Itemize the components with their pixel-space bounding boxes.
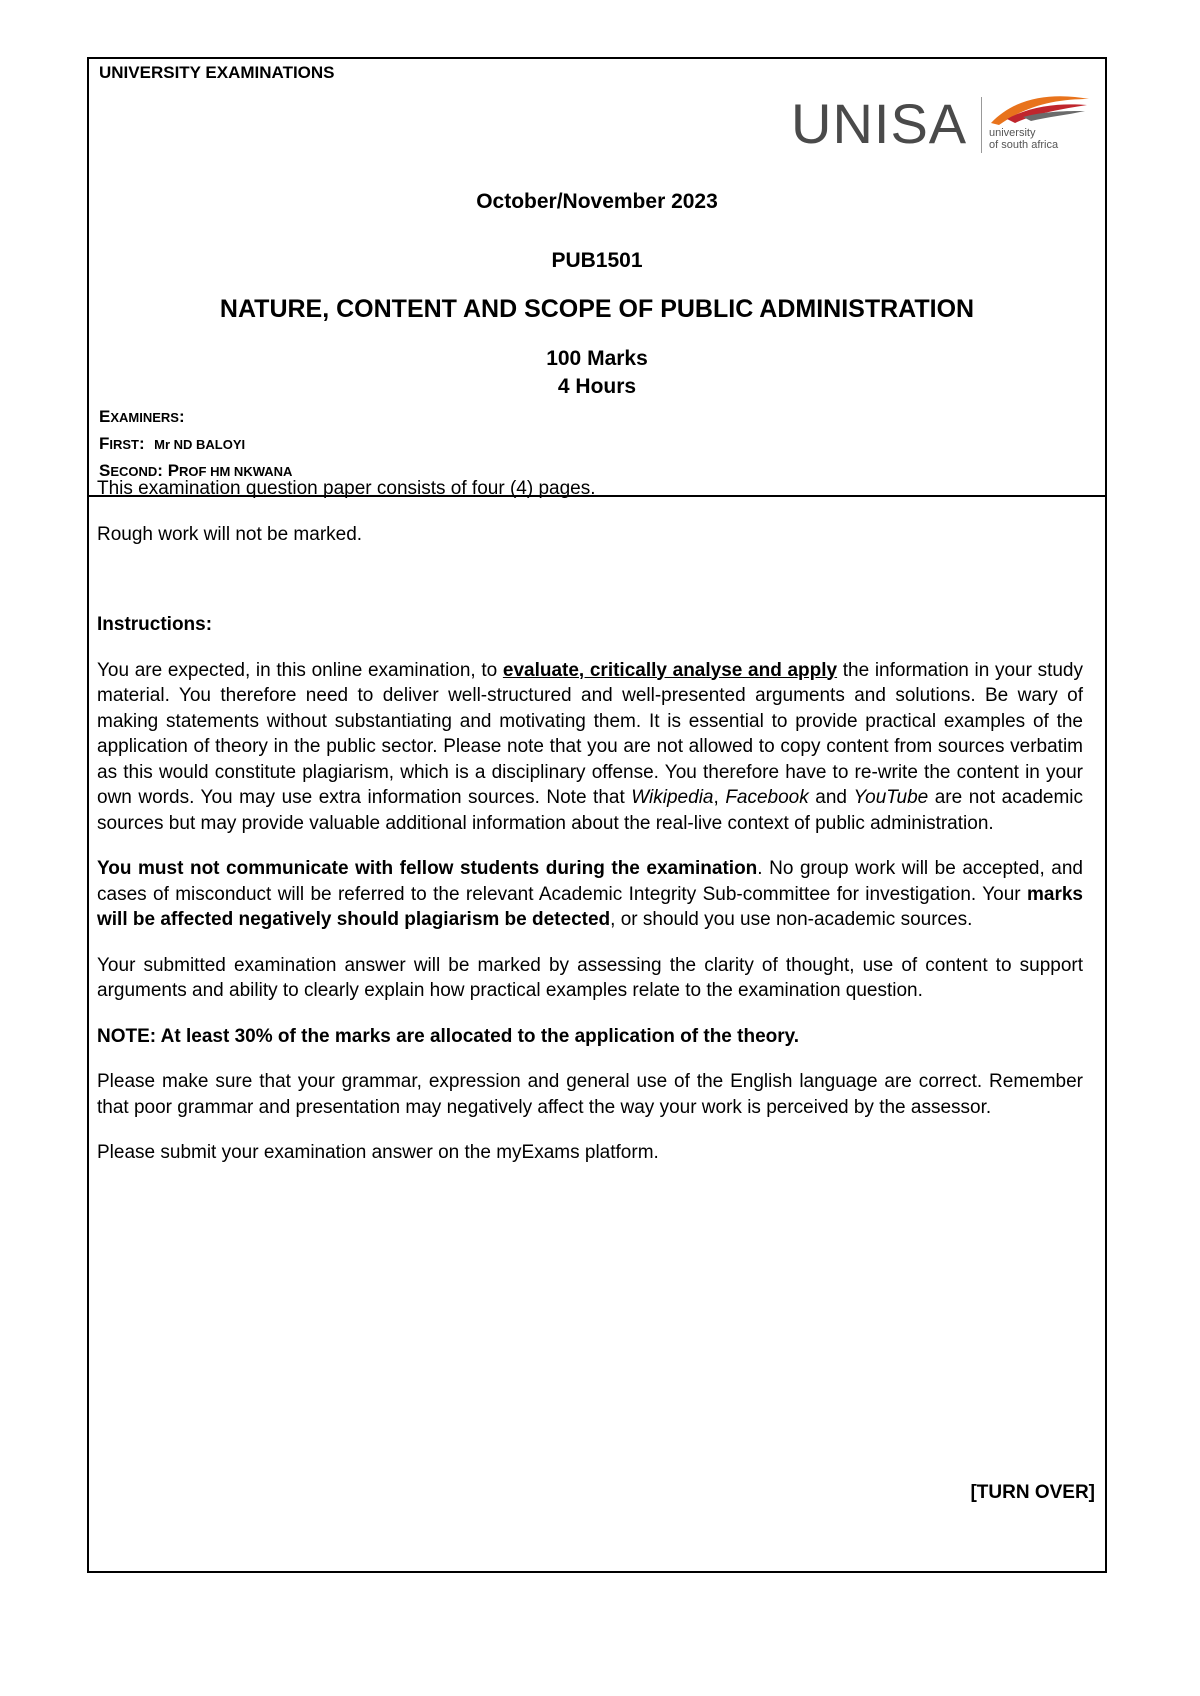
university-examinations-label: UNIVERSITY EXAMINATIONS [99,63,335,82]
duration: 4 Hours [557,375,637,398]
instructions-body [97,476,1083,1186]
instructions-paragraph-2: You must not communicate with fellow students during the examination. No group work will be accepted, and cases of misconduct will be referred to the relevant Academic Integrity Sub-committee for investigation. Your marks will be affected negatively should plagiarism be detected, or should you use non-academic sources. [97,858,1084,930]
instructions-paragraph-4: Please make sure that your grammar, expression and general use of the English language are correct. Remember that poor grammar and presentation may negatively affect the way your work is perceived by the assessor. [97,1071,1083,1118]
first-examiner: FIRST: Mr ND BALOYI [99,434,246,453]
logo-tagline-1: university [989,127,1036,139]
logo-tagline-2: of south africa [989,139,1059,151]
page-count-text: This examination question paper consists of four (4) pages. [97,478,596,499]
note-text: NOTE: At least 30% of the marks are allocated to the application of the theory. [97,1025,800,1047]
unisa-logo [791,89,1091,159]
turn-over-label: [TURN OVER] [970,1482,1095,1503]
module-code: PUB1501 [551,249,643,272]
instructions-paragraph-3: Your submitted examination answer will be marked by assessing the clarity of thought, use of content to support arguments and ability to clearly explain how practical examples relate to the examination question. [97,954,1083,1001]
instructions-paragraph-1: You are expected, in this online examination, to evaluate, critically analyse and apply the information in your study material. You therefore need to deliver well-structured and well-presented arguments and solutions. Be wary of making statements without substantiating and motivating them. It is essential to provide practical examples of the application of theory in the public sector. Please note that you are not allowed to copy content from sources verbatim as this would constitute plagiarism, which is a disciplinary offense. You therefore have to re-write the content in your own words. You may use extra information sources. Note that Wikipedia, Facebook and YouTube are not academic sources but may provide valuable additional information about the real-live context of public administration. [97,659,1083,834]
examiners-heading: EXAMINERS: [99,407,185,426]
logo-swoosh-icon [987,89,1091,129]
exam-date: October/November 2023 [476,190,718,213]
instructions-paragraph-5: Please submit your examination answer on the myExams platform. [97,1142,659,1163]
logo-wordmark: UNISA [791,92,968,155]
logo-tagline [989,127,1058,151]
instructions-heading: Instructions: [97,614,213,635]
header-section [89,59,1105,497]
rough-work-text: Rough work will not be marked. [97,523,363,545]
module-title: NATURE, CONTENT AND SCOPE OF PUBLIC ADMINISTRATION [219,295,975,323]
second-examiner: SECOND: PROF HM NKWANA [99,461,293,480]
examiners-block [99,404,292,485]
logo-divider [981,97,982,153]
total-marks: 100 Marks [546,347,648,370]
